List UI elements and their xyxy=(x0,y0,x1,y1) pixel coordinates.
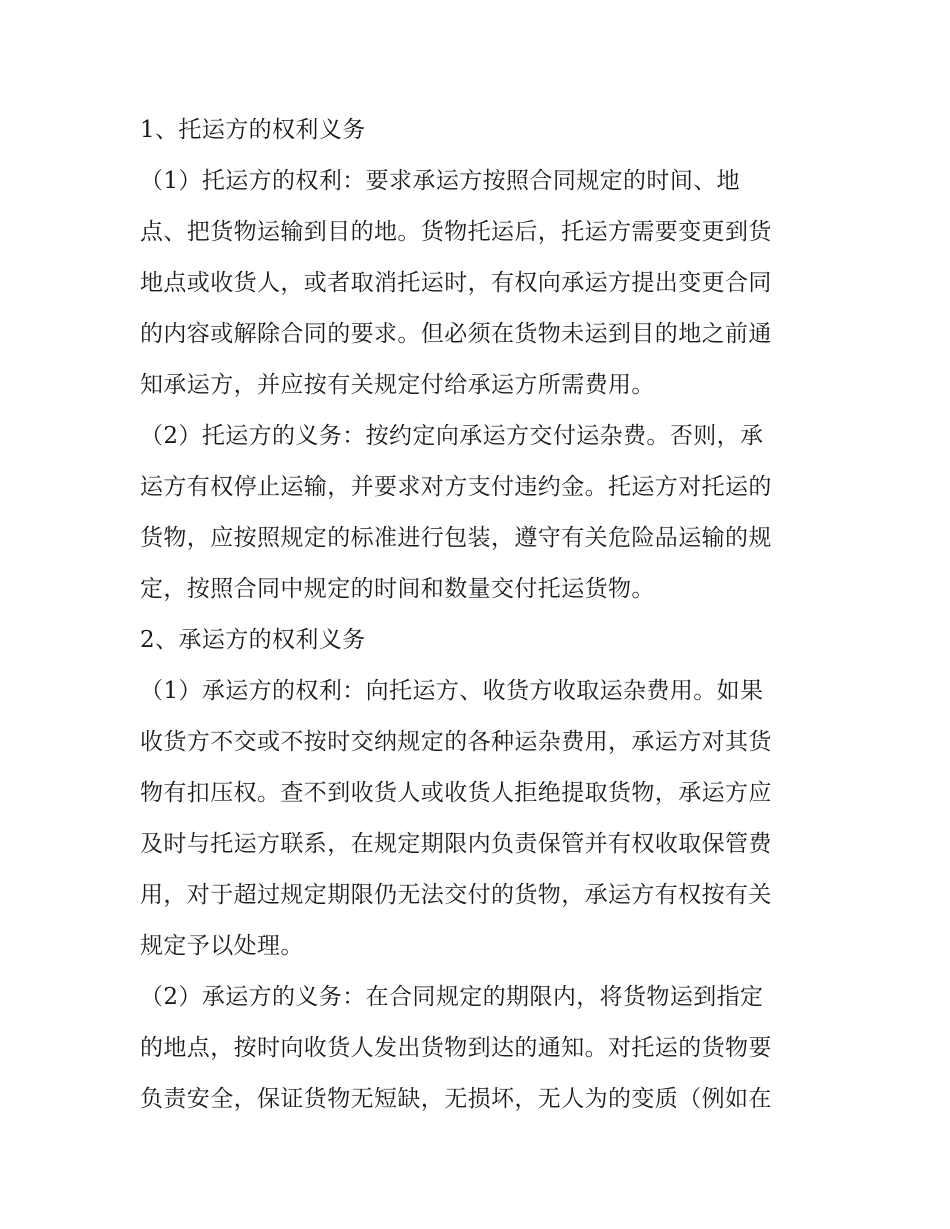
paragraph-line: （1）托运方的权利：要求承运方按照合同规定的时间、地 xyxy=(140,168,741,194)
paragraph-line: 知承运方，并应按有关规定付给承运方所需费用。 xyxy=(140,372,655,398)
paragraph-line: 规定予以处理。 xyxy=(140,933,304,959)
paragraph-line: 地点或收货人，或者取消托运时，有权向承运方提出变更合同 xyxy=(140,270,772,296)
paragraph-line: （2）承运方的义务：在合同规定的期限内，将货物运到指定 xyxy=(140,984,764,1010)
paragraph-line: 的地点，按时向收货人发出货物到达的通知。对托运的货物要 xyxy=(140,1035,772,1061)
paragraph-line: 定，按照合同中规定的时间和数量交付托运货物。 xyxy=(140,576,655,602)
heading-carrier-rights-obligations: 2、承运方的权利义务 xyxy=(140,627,366,653)
paragraph-line: 负责安全，保证货物无短缺，无损坏，无人为的变质（例如在 xyxy=(140,1086,772,1112)
paragraph-line: （1）承运方的权利：向托运方、收货方收取运杂费用。如果 xyxy=(140,678,764,704)
paragraph-line: 用，对于超过规定期限仍无法交付的货物，承运方有权按有关 xyxy=(140,882,772,908)
paragraph-line: 点、把货物运输到目的地。货物托运后，托运方需要变更到货 xyxy=(140,219,772,245)
heading-consignor-rights-obligations: 1、托运方的权利义务 xyxy=(140,117,366,143)
paragraph-line: 及时与托运方联系，在规定期限内负责保管并有权收取保管费 xyxy=(140,831,772,857)
paragraph-line: 物有扣压权。查不到收货人或收货人拒绝提取货物，承运方应 xyxy=(140,780,772,806)
paragraph-line: 运方有权停止运输，并要求对方支付违约金。托运方对托运的 xyxy=(140,474,772,500)
paragraph-line: 的内容或解除合同的要求。但必须在货物未运到目的地之前通 xyxy=(140,321,772,347)
paragraph-line: 收货方不交或不按时交纳规定的各种运杂费用，承运方对其货 xyxy=(140,729,772,755)
paragraph-line: 货物，应按照规定的标准进行包装，遵守有关危险品运输的规 xyxy=(140,525,772,551)
paragraph-line: （2）托运方的义务：按约定向承运方交付运杂费。否则，承 xyxy=(140,423,764,449)
